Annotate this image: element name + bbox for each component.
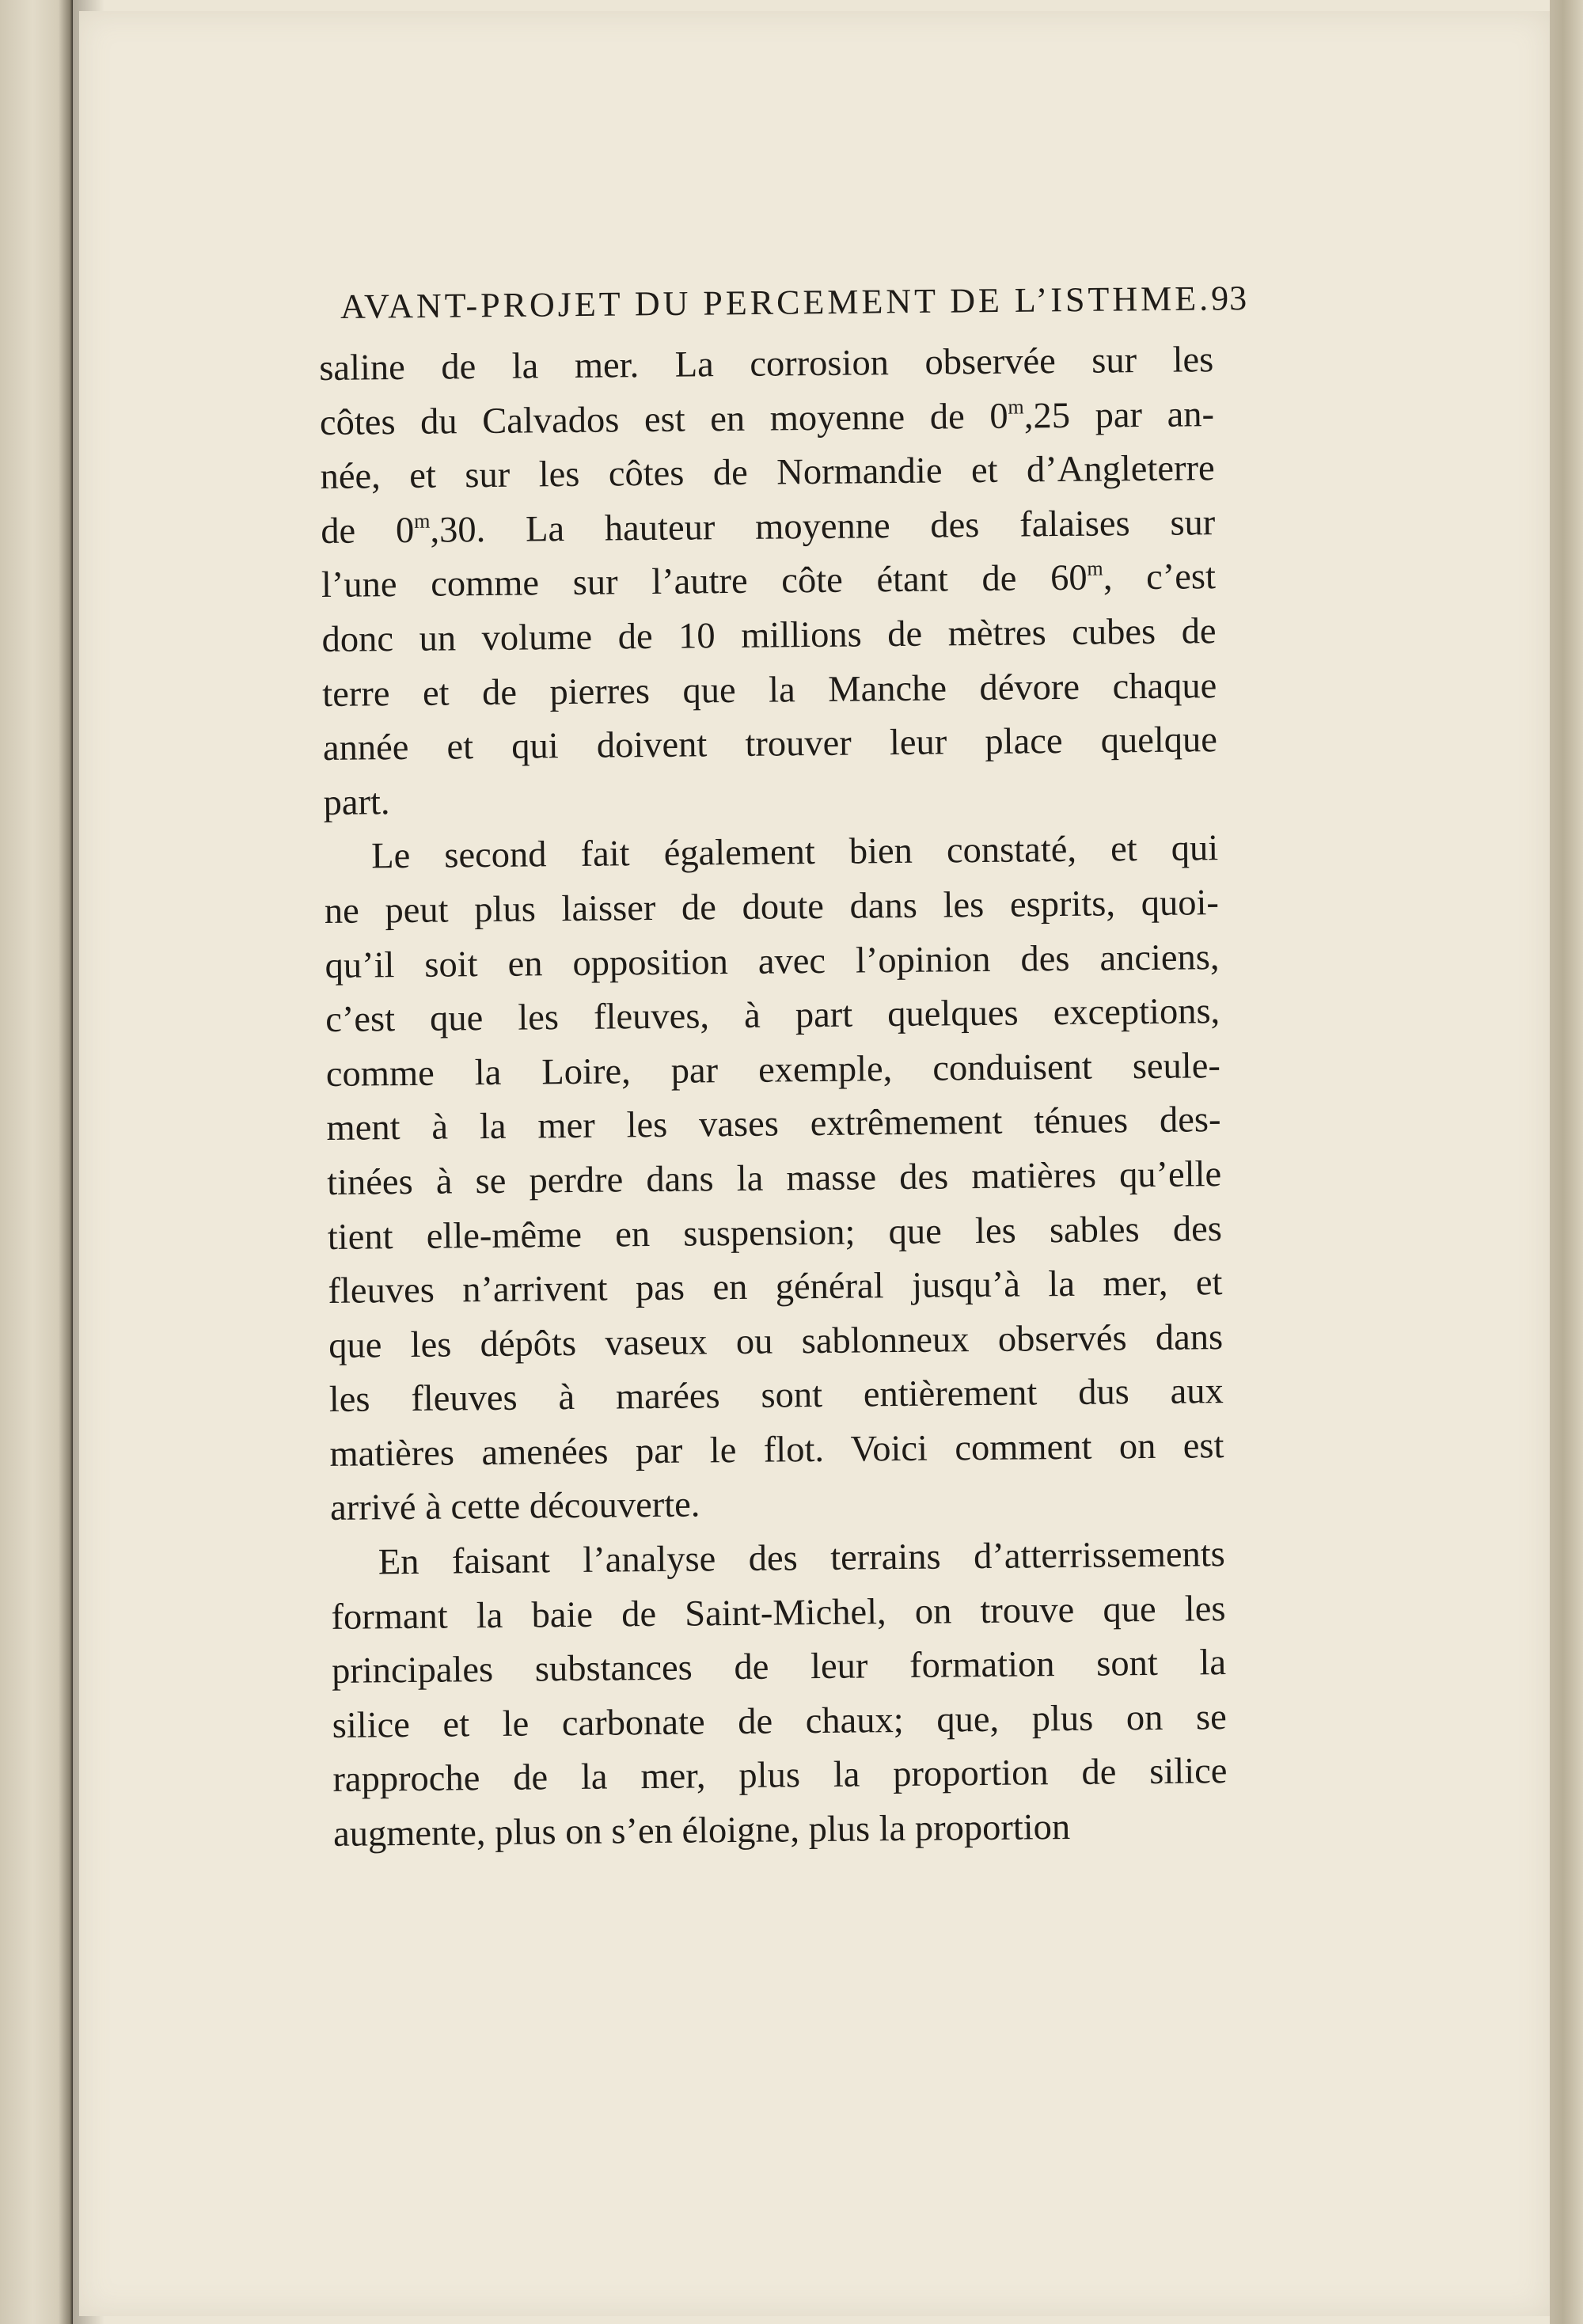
text-segment: , c’est	[1103, 556, 1217, 598]
text-line	[328, 1202, 1223, 1265]
page-number: 93	[1210, 278, 1248, 318]
text-segment: l’une comme sur l’autre côte étant de 60	[321, 558, 1088, 606]
text-segment: saline de la mer. La corrosion observée sur les	[319, 340, 1214, 389]
text-segment: comme la Loire, par exemple, conduisent seule-	[325, 1045, 1221, 1095]
text-line	[321, 496, 1216, 559]
text-line	[328, 1256, 1223, 1319]
text-line	[329, 1365, 1224, 1427]
text-line	[330, 1528, 1225, 1590]
text-line	[332, 1691, 1227, 1753]
text-line	[320, 388, 1215, 450]
text-line	[324, 822, 1219, 884]
text-segment: tinées à se perdre dans la masse des matières qu’elle	[326, 1154, 1222, 1203]
page-edge-right	[1550, 0, 1583, 2324]
text-line	[325, 985, 1220, 1047]
text-line	[329, 1419, 1224, 1482]
text-line	[323, 768, 1218, 830]
text-segment: de 0	[321, 510, 415, 552]
text-segment: c’est que les fleuves, à part quelques exceptions,	[325, 991, 1220, 1041]
text-segment: côtes du Calvados est en moyenne de 0	[319, 396, 1008, 443]
body-text	[319, 333, 1228, 1862]
text-line	[319, 333, 1214, 396]
text-line	[332, 1636, 1227, 1699]
text-segment: fleuves n’arrivent pas en général jusqu’à la mer, et	[328, 1263, 1223, 1312]
text-line	[325, 876, 1220, 939]
text-segment: ment à la mer les vases extrêmement ténues des-	[326, 1099, 1221, 1149]
text-line	[332, 1745, 1228, 1808]
text-line	[322, 659, 1217, 722]
text-segment: Le second fait également bien constaté, et qui	[371, 828, 1219, 877]
text-segment: principales substances de leur formation sont la	[331, 1642, 1227, 1692]
text-segment: En faisant l’analyse des terrains d’atterrissements	[378, 1534, 1225, 1583]
text-line	[321, 605, 1217, 667]
text-segment: donc un volume de 10 millions de mètres cubes de	[321, 611, 1217, 660]
unit-superscript: m	[1087, 556, 1103, 581]
text-segment: matières amenées par le flot. Voici comment on est	[329, 1425, 1224, 1475]
text-segment: les fleuves à marées sont entièrement dus aux	[328, 1371, 1224, 1421]
text-segment: ,25 par an-	[1023, 393, 1215, 437]
text-line	[326, 1093, 1221, 1156]
running-head: AVANT-PROJET DU PERCEMENT DE L’ISTHME.	[340, 279, 1212, 326]
facing-page-edge	[0, 0, 73, 2324]
unit-superscript: m	[414, 509, 431, 533]
text-segment: ne peut plus laisser de doute dans les esprits, quoi-	[324, 883, 1220, 932]
text-segment: part.	[323, 781, 390, 823]
unit-superscript: m	[1008, 395, 1024, 419]
text-segment: qu’il soit en opposition avec l’opinion des anciens,	[325, 936, 1220, 986]
paragraph	[330, 1528, 1228, 1862]
text-segment: tient elle-même en suspension; que les sables des	[327, 1208, 1223, 1258]
text-line	[320, 442, 1215, 504]
text-line	[323, 713, 1218, 776]
text-segment: née, et sur les côtes de Normandie et d’Angleterre	[320, 448, 1215, 498]
text-segment: ,30. La hauteur moyenne des falaises sur	[430, 502, 1216, 551]
text-segment: formant la baie de Saint-Michel, on trouve que les	[331, 1588, 1226, 1638]
text-line	[326, 1039, 1221, 1102]
text-segment: terre et de pierres que la Manche dévore chaque	[322, 665, 1217, 715]
text-line	[321, 551, 1217, 613]
text-line	[327, 1148, 1222, 1210]
text-line	[331, 1582, 1226, 1645]
text-segment: augmente, plus on s’en éloigne, plus la proportion	[332, 1807, 1071, 1855]
text-segment: silice et le carbonate de chaux; que, plus on se	[332, 1696, 1227, 1746]
text-segment: rapproche de la mer, plus la proportion de silice	[332, 1751, 1228, 1801]
text-segment: arrivé à cette découverte.	[329, 1484, 700, 1529]
paragraph	[324, 822, 1225, 1536]
text-line	[333, 1799, 1228, 1862]
text-line	[330, 1474, 1225, 1536]
text-line	[328, 1311, 1224, 1373]
text-line	[325, 931, 1220, 993]
text-segment: année et qui doivent trouver leur place quelque	[322, 720, 1218, 769]
page-header	[340, 278, 1248, 334]
text-segment: que les dépôts vaseux ou sablonneux observés dans	[328, 1316, 1224, 1366]
paragraph	[319, 333, 1218, 830]
